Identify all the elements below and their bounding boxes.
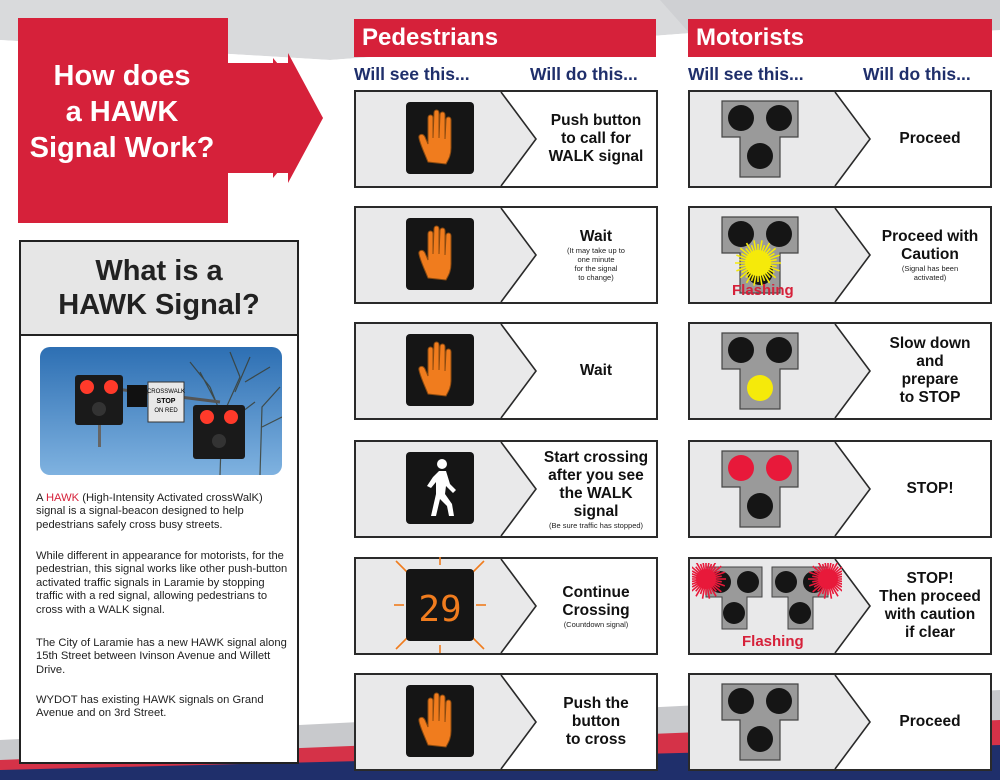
pedestrian-card [354,206,658,304]
description-paragraph-3: The City of Laramie has a new HAWK signal along 15th Street between Ivinson Avenue and Willett Drive. [36,637,287,676]
traffic-signal-icon [716,329,806,418]
motorist-card [688,206,992,304]
flashing-label: Flashing [742,633,804,650]
action-text [538,449,654,530]
what-is-hawk-panel [19,240,299,764]
pedestrian-card [354,322,658,420]
pedestrian-card [354,673,658,771]
action-label: Wait [579,362,613,379]
page-title: How does a HAWK Signal Work? [29,60,215,164]
svg-text:STOP: STOP [156,398,176,405]
walk-icon [406,452,474,529]
action-text [538,584,654,629]
action-note: (Signal has been activated) [901,264,959,282]
action-label: STOP! Then proceed with caution if clear [879,570,981,641]
hawk-signal-photo [40,347,282,475]
hand-icon [406,102,474,179]
pedestrians-header: Pedestrians [354,19,656,57]
motorists-header: Motorists [688,19,992,57]
action-note: (It may take up to one minute for the signal to change) [567,246,625,282]
action-note: (Be sure traffic has stopped) [548,520,644,530]
motorist-card [688,673,992,771]
description-paragraph-2: While different in appearance for motorists, for the pedestrian, this signal works like other push-button activated traffic signals in Laramie by stopping traffic with a red signal, allowing pedestrians to cross with a WALK signal. [36,550,288,616]
motorist-card [688,322,992,420]
countdown-icon [392,557,488,658]
action-label: Wait [579,228,613,245]
action-label: Proceed [899,130,961,147]
action-text [872,713,988,731]
action-text [872,228,988,282]
pedestrian-card [354,557,658,655]
traffic-signal-icon [716,680,806,769]
action-label: Start crossing after you see the WALK signal [543,448,649,520]
pedestrian-card [354,440,658,538]
what-is-heading: What is a HAWK Signal? [58,255,260,321]
hand-icon [406,685,474,762]
hand-icon [406,218,474,295]
action-text [538,228,654,282]
mot-do-label: Will do this... [863,64,971,84]
hand-icon [406,334,474,411]
action-label: STOP! [906,480,954,497]
action-text [538,695,654,749]
flashing-label: Flashing [732,282,794,299]
action-label: Push the button to cross [563,695,629,748]
action-text [872,570,988,642]
action-note: (Countdown signal) [563,619,629,629]
description-paragraph-4: WYDOT has existing HAWK signals on Grand Avenue and on 3rd Street. [36,694,264,720]
action-text [872,335,988,407]
traffic-signal-icon [716,447,806,536]
action-label: Slow down and prepare to STOP [889,335,971,406]
traffic-signal-icon [716,97,806,186]
svg-text:ON RED: ON RED [154,408,178,414]
desc-text: (High-Intensity Activated crossWalK) signal is a signal-beacon designed to help pedestrians safely cross busy streets. [36,492,263,531]
action-label: Proceed with Caution [881,228,979,263]
desc-text: A [36,492,46,504]
countdown-number: 29 [418,589,462,630]
motorist-card [688,440,992,538]
what-is-heading-bar [21,242,297,336]
ped-do-label: Will do this... [530,64,638,84]
description-paragraph-1 [36,492,294,532]
action-text [538,112,654,166]
action-label: Proceed [899,713,961,730]
action-text [872,480,988,498]
ped-see-label: Will see this... [354,64,470,84]
pedestrian-card [354,90,658,188]
title-arrow [18,18,328,234]
hawk-acronym: HAWK [45,492,80,504]
traffic-signal-icon [692,563,842,644]
action-text [872,130,988,148]
motorist-card [688,90,992,188]
action-label: Continue Crossing [562,583,630,619]
motorist-card [688,557,992,655]
action-text [538,362,654,380]
svg-text:CROSSWALK: CROSSWALK [146,389,186,395]
action-label: Push button to call for WALK signal [548,112,644,165]
mot-see-label: Will see this... [688,64,804,84]
